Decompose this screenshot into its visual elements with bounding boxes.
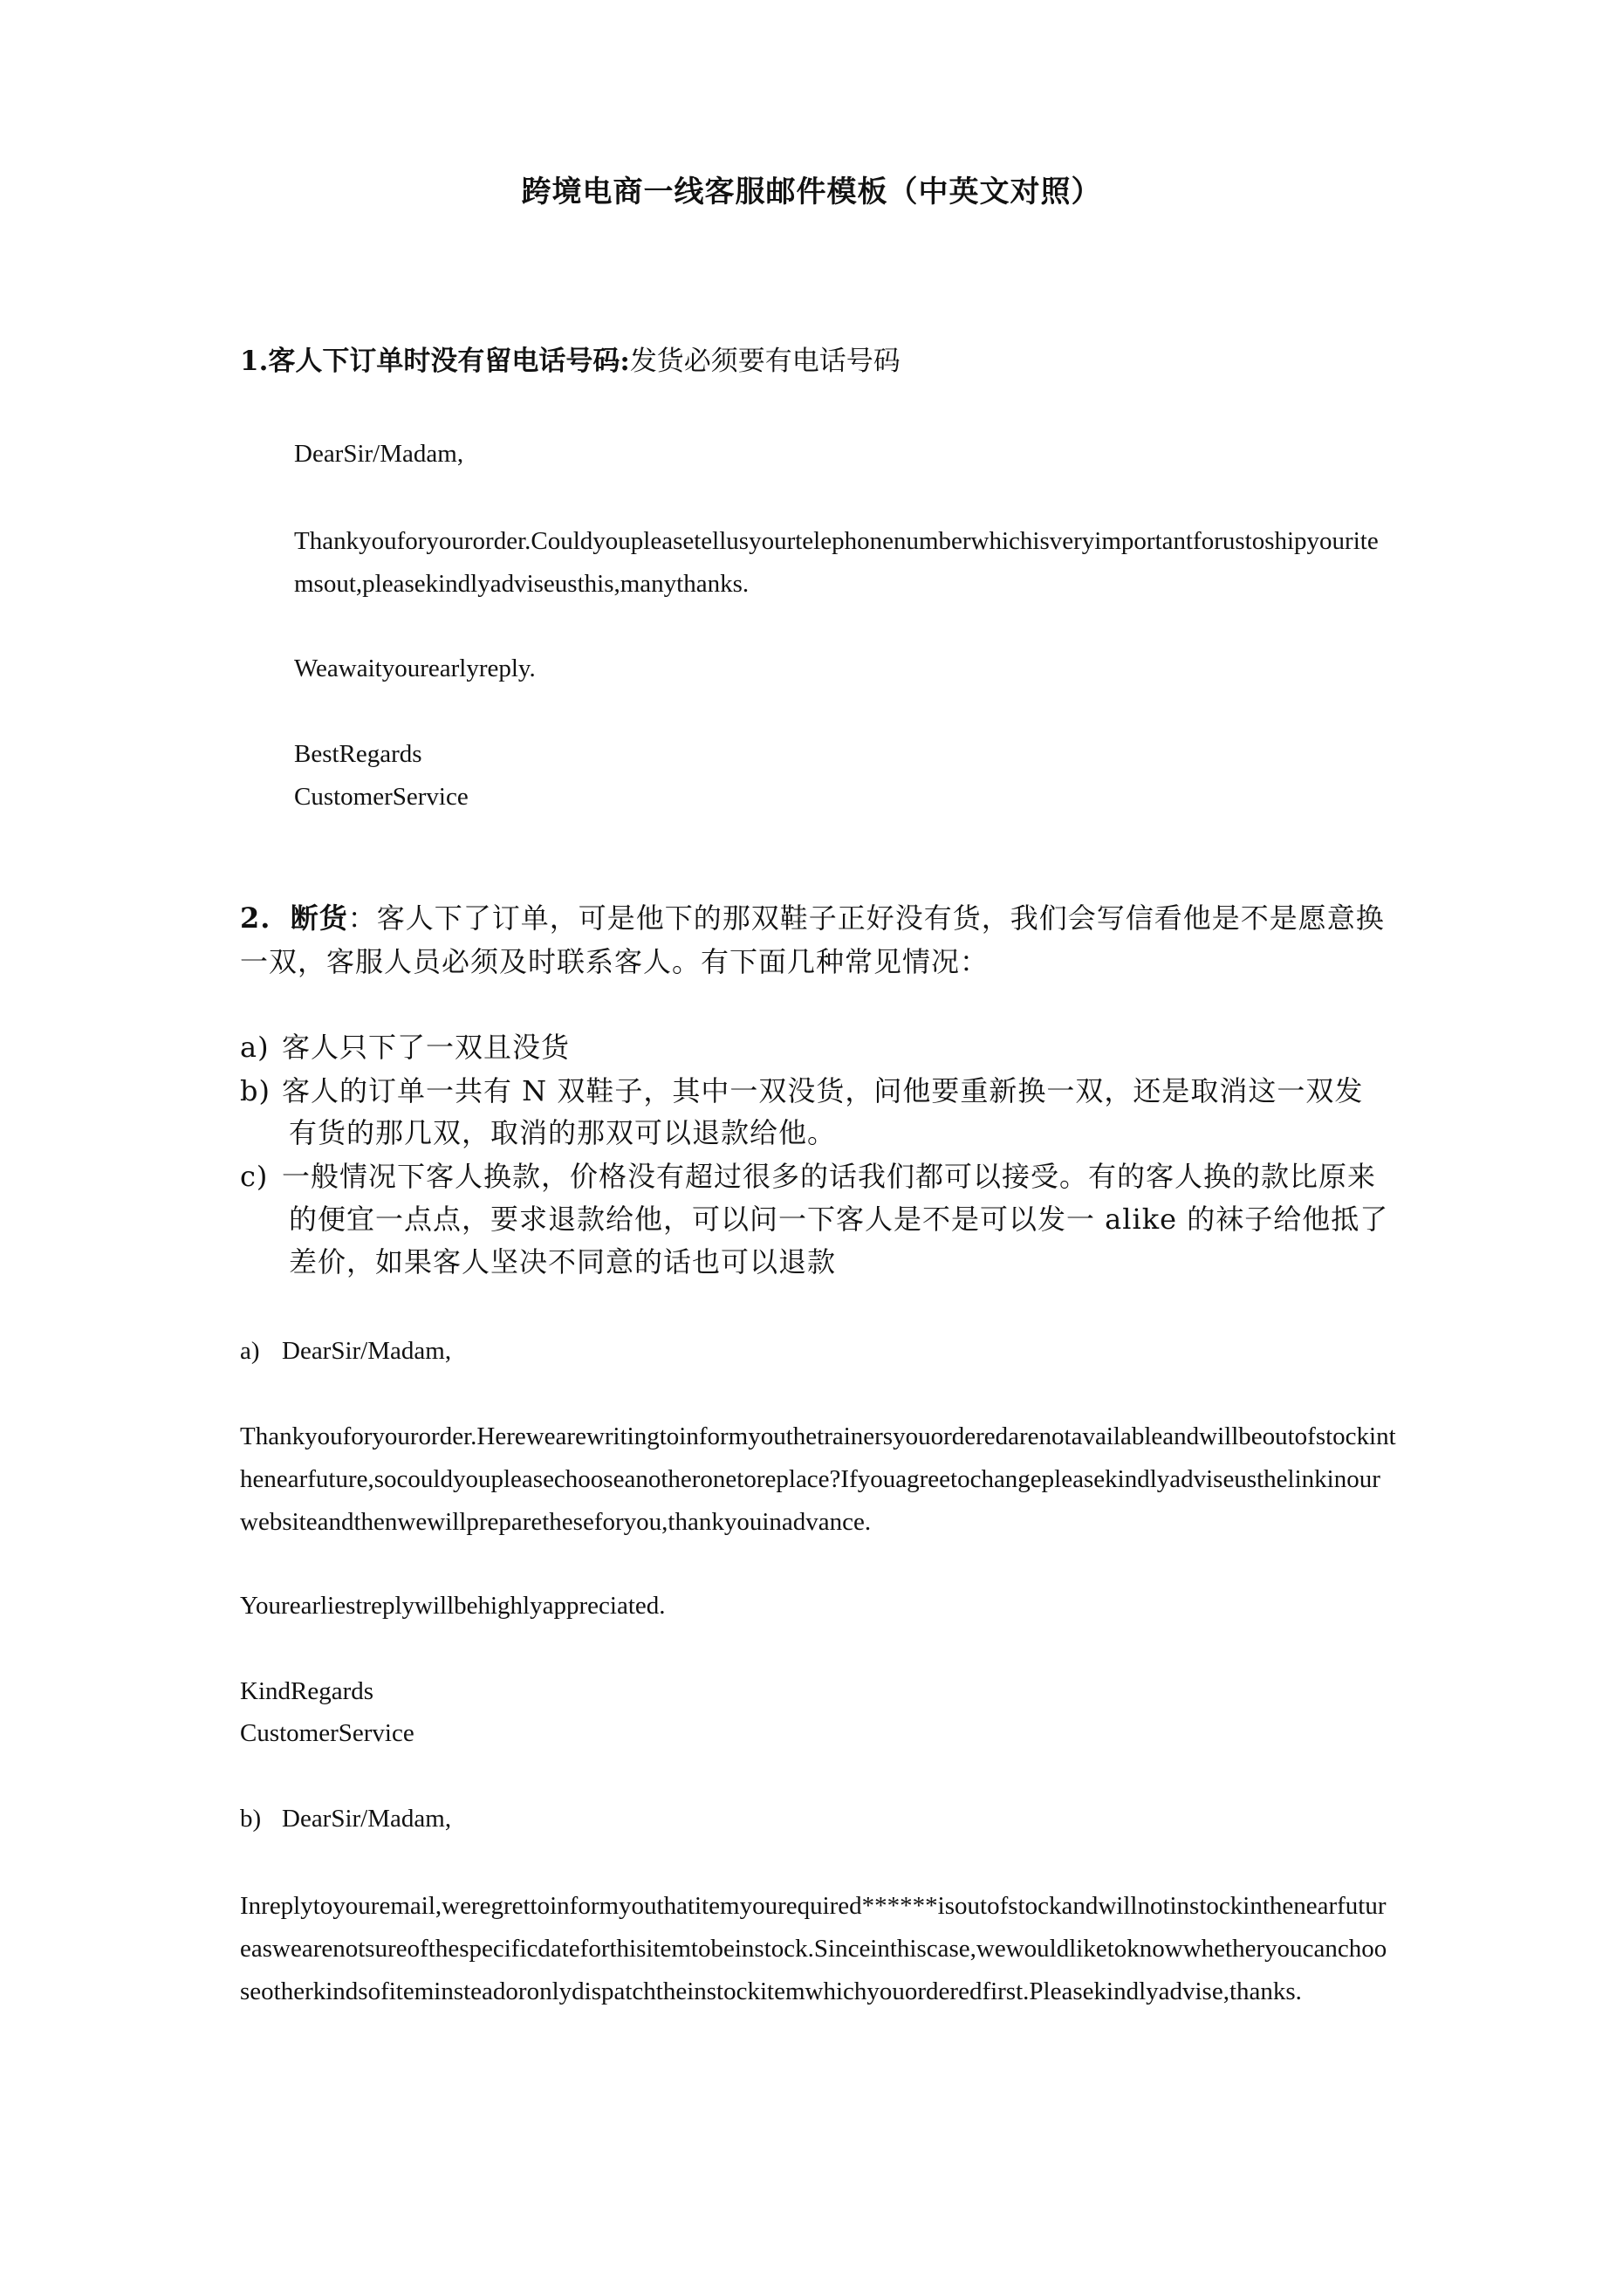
section2-heading-rest-line1: ：客人下了订单，可是他下的那双鞋子正好没有货，我们会写信看他是不是愿意换 (347, 901, 1385, 935)
email-b-label: b) (240, 1805, 262, 1833)
case-b-label: b) (240, 1074, 270, 1107)
email-a-label: a) (240, 1337, 260, 1365)
email-a-body: Thankyouforyourorder.Herewearewritingtoinformyouthetrainersyouorderedarenotavailableandwillbeoutofstockinthenearfuture,socouldyoupleasechooseanotheronetoreplace?Ifyouagreetochangepleasekindlyadviseusthelinkinourwebsiteandthenwewillpreparetheseforyou,thankyouinadvance. (240, 1422, 1396, 1536)
case-c-text-line2: 的便宜一点点，要求退款给他，可以问一下客人是不是可以发一 alike 的袜子给他抵了 (289, 1203, 1389, 1236)
case-c (240, 1157, 1376, 1196)
section1-heading-bold: 1.客人下订单时没有留电话号码: (240, 346, 630, 377)
case-a-text: 客人只下了一双且没货 (282, 1031, 571, 1064)
case-a (240, 1028, 570, 1066)
case-b-text-line2: 有货的那几双，取消的那双可以退款给他。 (289, 1116, 837, 1149)
section1-sign-off: BestRegards (294, 740, 422, 768)
case-c-text-line3: 差价，如果客人坚决不同意的话也可以退款 (289, 1245, 837, 1278)
email-a-closing-line: Yourearliestreplywillbehighlyappreciated. (240, 1592, 666, 1620)
section1-heading-rest: 发货必须要有电话号码 (629, 346, 901, 377)
section1-closing-line: Weawaityourearlyreply. (294, 655, 536, 682)
case-c-label: c) (240, 1160, 269, 1193)
document-title: 跨境电商一线客服邮件模板（中英文对照） (521, 175, 1102, 209)
section1-heading (240, 342, 901, 380)
email-b-greeting: DearSir/Madam, (282, 1805, 452, 1833)
case-b (240, 1072, 1363, 1110)
email-a-greeting-row (240, 1332, 451, 1370)
section2-heading-line2: 一双，客服人员必须及时联系客人。有下面几种常见情况： (240, 945, 990, 978)
email-a-sign-off: KindRegards (240, 1677, 374, 1705)
section2-num: 2. (240, 901, 271, 935)
case-a-label: a) (240, 1031, 270, 1064)
email-a-signature: CustomerService (240, 1719, 414, 1747)
email-b-body: Inreplytoyouremail,weregrettoinformyouthatitemyourequired******isoutofstockandwillnotinstockinthenearfutureaswearenotsureofthespecificdateforthisitemtobeinstock.Sinceinthiscase,wewouldliketoknowwhetheryoucanchooseotherkindsofiteminsteadoronlydispatchtheinstockitemwhichyouorderedfirst.Pleasekindlyadvise,thanks. (240, 1892, 1387, 2005)
email-a-greeting: DearSir/Madam, (282, 1337, 452, 1365)
section2-heading-line1 (240, 899, 1385, 937)
section2-heading-bold: 断货 (290, 901, 348, 935)
email-b-greeting-row (240, 1799, 451, 1838)
section1-signature: CustomerService (294, 783, 469, 811)
section1-body: Thankyouforyourorder.Couldyoupleasetellusyourtelephonenumberwhichisveryimportantforustoshipyouritemsout,pleasekindlyadviseusthis,manythanks. (294, 527, 1379, 598)
section1-greeting: DearSir/Madam, (294, 440, 464, 468)
case-b-text-line1: 客人的订单一共有 N 双鞋子，其中一双没货，问他要重新换一双，还是取消这一双发 (282, 1074, 1364, 1107)
case-c-text-line1: 一般情况下客人换款，价格没有超过很多的话我们都可以接受。有的客人换的款比原来 (282, 1160, 1377, 1193)
